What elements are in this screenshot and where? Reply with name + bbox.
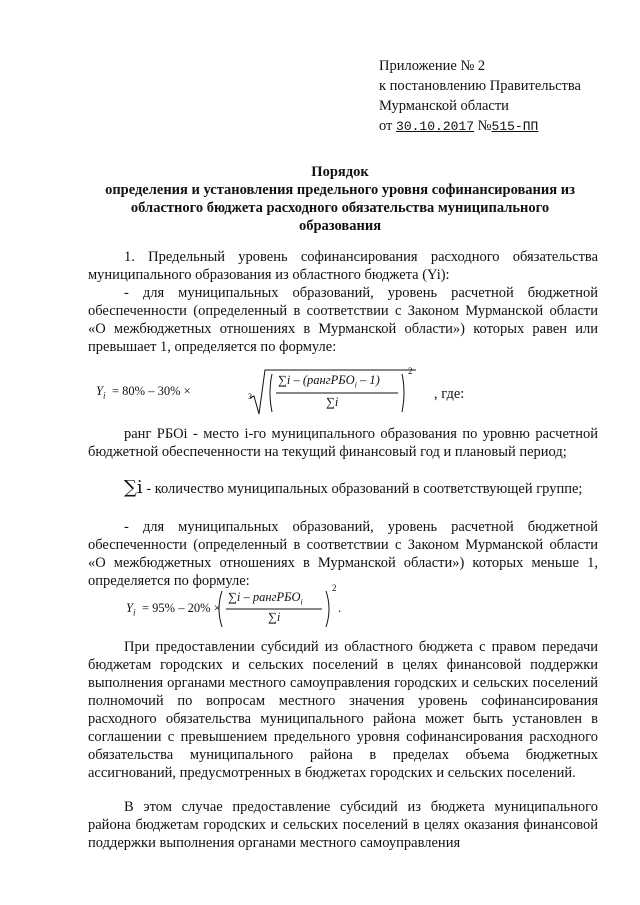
appendix-date-line [379, 116, 581, 137]
formula-1-denominator: ∑i [326, 395, 339, 409]
formula-2-lhs-sub: i [132, 607, 136, 618]
paragraph-2: - для муниципальных образований, уровень расчетной бюджетной обеспеченности (определенный в соответствии с Законом Мурманской области «О межбюджетных отношениях в Мурманской области») которых равен или превышает 1, определяется по формуле: [88, 285, 598, 355]
formula-2-suffix: . [338, 601, 342, 615]
appendix-header [379, 56, 581, 137]
paragraph-3: ранг РБОi - место i-го муниципального образования по уровню расчетной бюджетной обеспеченности на текущий финансовый год и плановый период; [88, 426, 598, 460]
formula-2-right-paren [326, 591, 329, 627]
formula-2-rhs: = 95% – 20% × [142, 601, 221, 615]
number-prefix: № [477, 118, 492, 134]
paragraph-1: 1. Предельный уровень софинансирования расходного обязательства муниципального образования из областного бюджета (Yi): [88, 249, 598, 283]
formula-1-numerator: ∑i – (рангРБО$_i$ – 1) [278, 373, 380, 390]
paragraph-5: - для муниципальных образований, уровень расчетной бюджетной обеспеченности (определенный в соответствии с Законом Мурманской области «О межбюджетных отношениях в Мурманской области») которых меньше 1, определяется по формуле: [88, 519, 598, 589]
formula-1-power: 2 [408, 366, 413, 376]
title-heading: Порядок [311, 164, 369, 180]
document-title [60, 163, 620, 235]
formula-2-power: 2 [332, 583, 337, 593]
paragraph-4-text: - количество муниципальных образований в соответствующей группе; [142, 481, 583, 497]
formula-1-lhs-sub: i [102, 390, 106, 401]
title-line-2: областного бюджета расходного обязательства муниципального [130, 200, 550, 216]
from-prefix: от [379, 118, 393, 134]
formula-2 [126, 585, 346, 631]
formula-1-suffix: , где: [434, 386, 465, 402]
formula-1-rhs: = 80% – 30% × [112, 384, 191, 398]
title-line-1: определения и установления предельного уровня софинансирования из [105, 182, 575, 198]
formula-1 [96, 366, 426, 418]
paragraph-6: При предоставлении субсидий из областного бюджета с правом передачи бюджетам городских и сельских поселений в целях финансовой поддержки выполнения органами местного самоуправления городских и сельских поселений полномочий по вопросам местного значения уровень софинансирования расходного обязательства муниципального района может быть установлен в соглашении с превышением предельного уровня софинансирования расходного обязательства муниципального района в пределах объема бюджетных ассигнований, предусмотренных в бюджетах городских и сельских поселений. [88, 639, 598, 781]
formula-2-left-paren [219, 591, 222, 627]
paragraph-7: В этом случае предоставление субсидий из бюджета муниципального района бюджетам городских и сельских поселений в целях оказания финансовой поддержки выполнения органами местного самоуправления [88, 799, 598, 851]
formula-1-left-paren [270, 374, 272, 412]
decree-date: 30.10.2017 [396, 119, 475, 134]
appendix-line-1: Приложение № 2 [379, 58, 486, 74]
sum-i-symbol: ∑i [124, 477, 143, 498]
decree-number: 515-ПП [491, 119, 539, 134]
appendix-line-3: Мурманской области [379, 98, 509, 114]
formula-1-right-paren [402, 374, 404, 412]
formula-2-lhs: Y [126, 601, 133, 615]
appendix-line-2: к постановлению Правительства [379, 78, 581, 94]
formula-2-numerator: ∑i – рангРБО$_i$ [228, 590, 303, 607]
title-line-3: образования [298, 218, 382, 234]
formula-2-denominator: ∑i [268, 610, 281, 624]
formula-1-lhs: Y [96, 384, 103, 398]
formula-1-root-index: 3 [248, 392, 252, 401]
paragraph-4 [88, 479, 598, 498]
